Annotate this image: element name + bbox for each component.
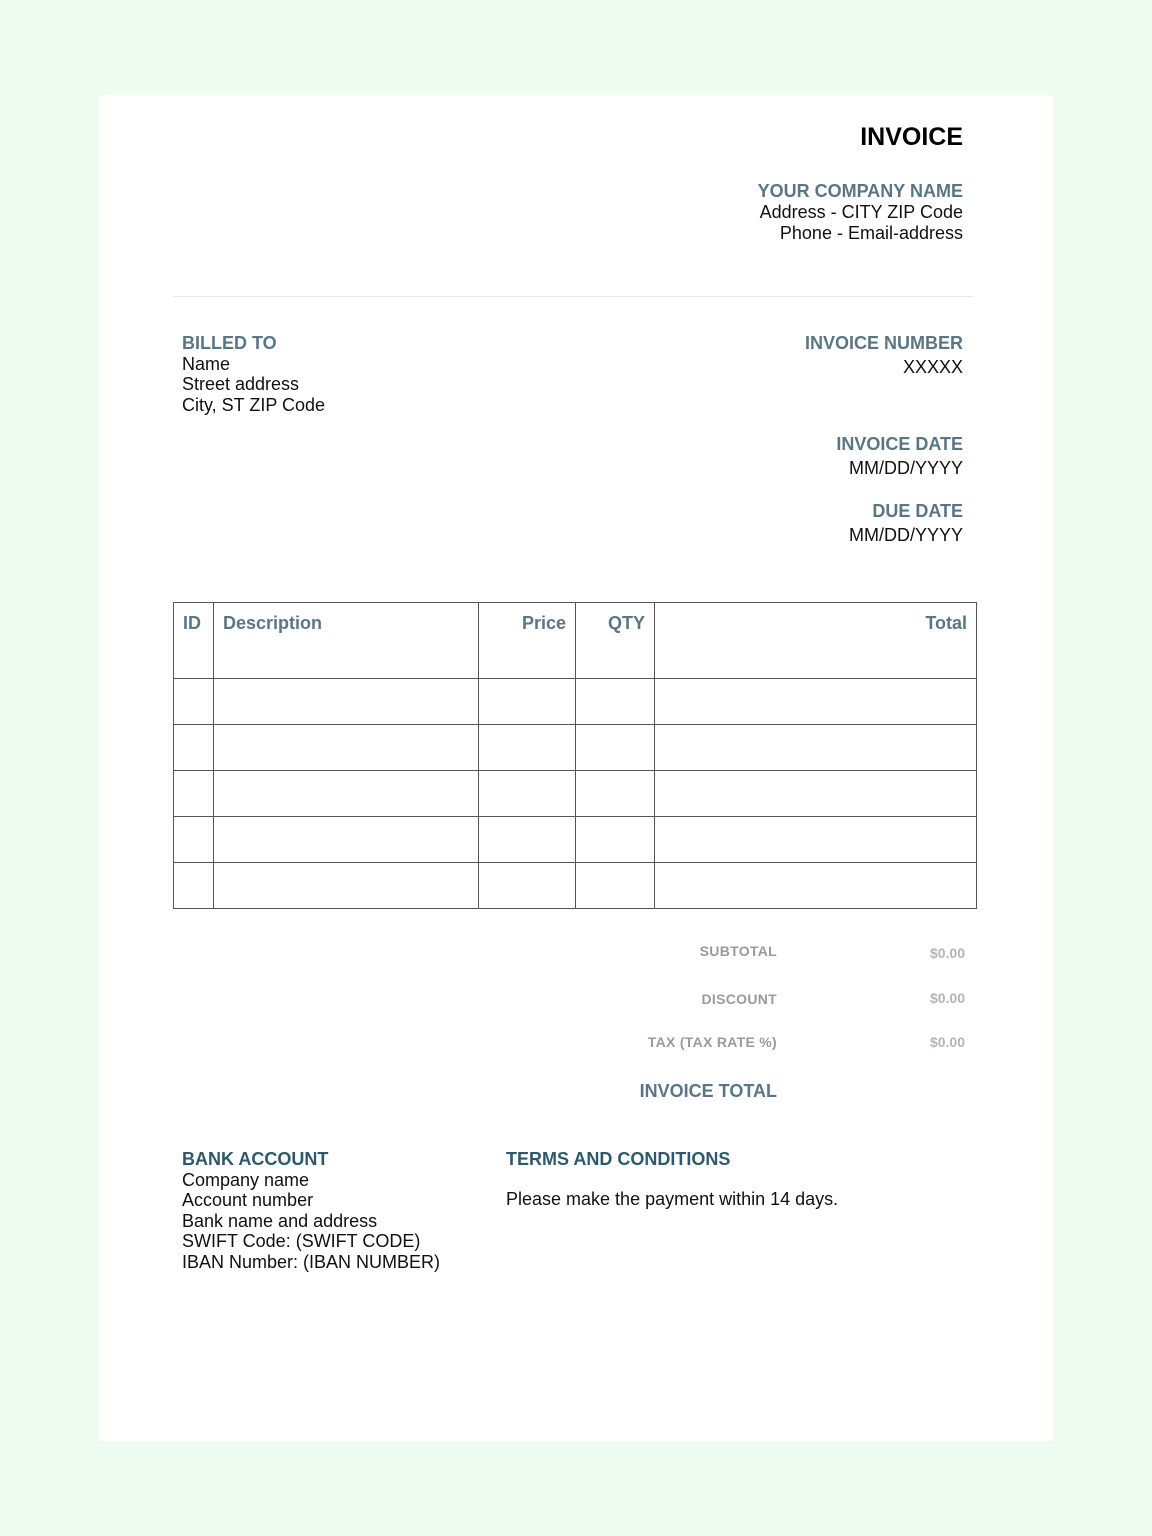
terms-text: Please make the payment within 14 days.: [506, 1189, 839, 1209]
table-row: [174, 771, 977, 817]
discount-value: $0.00: [929, 990, 965, 1006]
cell-qty[interactable]: [576, 679, 655, 725]
cell-id[interactable]: [174, 679, 214, 725]
cell-description[interactable]: [214, 771, 479, 817]
bank-account-heading: BANK ACCOUNT: [182, 1149, 329, 1169]
billed-to-street: Street address: [182, 374, 300, 394]
cell-id[interactable]: [174, 817, 214, 863]
cell-total[interactable]: [655, 771, 977, 817]
cell-id[interactable]: [174, 863, 214, 909]
cell-price[interactable]: [479, 771, 576, 817]
invoice-page: [99, 95, 1053, 1441]
company-contact: Phone - Email-address: [779, 223, 963, 243]
terms-block: [506, 1149, 838, 1210]
table-row: [174, 725, 977, 771]
company-info: [758, 181, 963, 244]
bank-name-address: Bank name and address: [182, 1210, 378, 1231]
bank-iban-number: IBAN Number: (IBAN NUMBER): [182, 1251, 441, 1272]
invoice-date-block: [836, 432, 963, 480]
discount-label: DISCOUNT: [701, 991, 777, 1007]
header-divider: [173, 296, 973, 297]
cell-qty[interactable]: [576, 817, 655, 863]
company-address: Address - CITY ZIP Code: [759, 202, 963, 222]
bank-company-name: Company name: [182, 1169, 310, 1190]
column-header-price: Price: [479, 603, 576, 679]
subtotal-value: $0.00: [929, 945, 965, 961]
tax-label: TAX (TAX RATE %): [647, 1034, 777, 1050]
cell-total[interactable]: [655, 863, 977, 909]
column-header-description: Description: [214, 603, 479, 679]
terms-heading: TERMS AND CONDITIONS: [506, 1149, 731, 1169]
cell-price[interactable]: [479, 725, 576, 771]
cell-description[interactable]: [214, 679, 479, 725]
tax-value: $0.00: [929, 1034, 965, 1050]
billed-to-heading: BILLED TO: [182, 333, 277, 353]
cell-price[interactable]: [479, 679, 576, 725]
cell-description[interactable]: [214, 817, 479, 863]
cell-price[interactable]: [479, 817, 576, 863]
cell-id[interactable]: [174, 771, 214, 817]
cell-qty[interactable]: [576, 725, 655, 771]
cell-qty[interactable]: [576, 771, 655, 817]
billed-to-block: [182, 333, 325, 415]
column-header-total: Total: [655, 603, 977, 679]
table-row: [174, 817, 977, 863]
billed-to-name: Name: [182, 353, 231, 374]
due-date-label: DUE DATE: [872, 501, 963, 521]
company-name: YOUR COMPANY NAME: [757, 181, 963, 201]
cell-description[interactable]: [214, 725, 479, 771]
line-items-table: [173, 602, 977, 909]
cell-price[interactable]: [479, 863, 576, 909]
invoice-number-value: XXXXX: [902, 357, 963, 377]
cell-total[interactable]: [655, 679, 977, 725]
cell-total[interactable]: [655, 725, 977, 771]
invoice-total-label: INVOICE TOTAL: [639, 1081, 777, 1101]
billed-to-city: City, ST ZIP Code: [182, 394, 326, 415]
invoice-date-label: INVOICE DATE: [836, 434, 963, 454]
cell-total[interactable]: [655, 817, 977, 863]
column-header-id: ID: [174, 603, 214, 679]
column-header-qty: QTY: [576, 603, 655, 679]
due-date-value: MM/DD/YYYY: [848, 525, 963, 545]
invoice-number-block: [805, 331, 963, 379]
table-row: [174, 863, 977, 909]
subtotal-label: SUBTOTAL: [699, 943, 777, 959]
bank-account-block: [182, 1149, 440, 1272]
due-date-block: [849, 499, 963, 547]
table-row: [174, 679, 977, 725]
invoice-number-label: INVOICE NUMBER: [804, 333, 963, 353]
invoice-title: INVOICE: [860, 123, 963, 151]
bank-swift-code: SWIFT Code: (SWIFT CODE): [182, 1231, 421, 1251]
cell-qty[interactable]: [576, 863, 655, 909]
table-header-row: [174, 603, 977, 679]
cell-id[interactable]: [174, 725, 214, 771]
bank-account-number: Account number: [182, 1190, 314, 1210]
cell-description[interactable]: [214, 863, 479, 909]
invoice-date-value: MM/DD/YYYY: [848, 458, 963, 478]
